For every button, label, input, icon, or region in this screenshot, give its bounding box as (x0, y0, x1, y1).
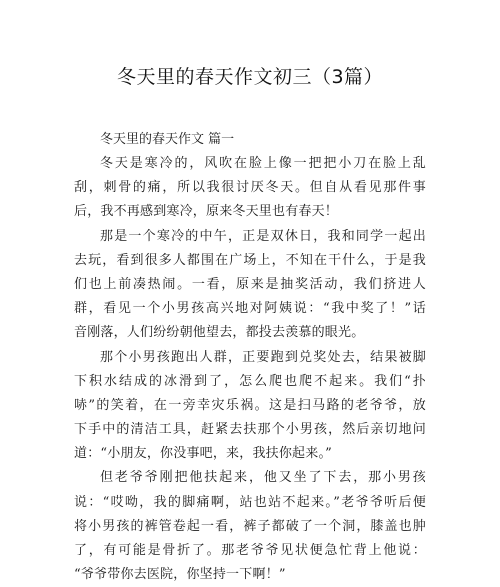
text-line: 将小男孩的裤管卷起一看，裤子都破了一个洞，膝盖也肿 (74, 518, 426, 534)
text-line: 了，有可能是骨折了。那老爷爷见状便急忙背上他说： (74, 543, 426, 558)
text-line: 下积水结成的冰滑到了，怎么爬也爬不起来。我们“扑 (74, 373, 426, 389)
text-line: 但老爷爷刚把他扶起来，他又坐了下去，那小男孩 (100, 470, 426, 486)
text-line: 群，看见一个小男孩高兴地对阿姨说：“我中奖了！”话 (74, 301, 426, 317)
document-body (74, 128, 426, 587)
section-heading: 冬天里的春天作文 篇一 (100, 132, 235, 147)
paragraph-lines (74, 152, 426, 587)
text-line: 们也上前凑热闹。一看，原来是抽奖活动，我们挤进人 (74, 276, 426, 292)
text-line: 哧”的笑着，在一旁幸灾乐祸。这是扫马路的老爷爷，放 (74, 397, 426, 413)
text-line: 下手中的清洁工具，赶紧去扶那个小男孩，然后亲切地问 (74, 422, 426, 438)
text-line: “爷爷带你去医院，你坚持一下啊！” (74, 567, 286, 583)
text-line: 那是一个寒冷的中午，正是双休日，我和同学一起出 (100, 228, 426, 244)
text-line: 说：“哎呦，我的脚痛啊，站也站不起来。”老爷爷听后便 (74, 494, 426, 510)
document-title: 冬天里的春天作文初三（3篇） (116, 66, 384, 88)
text-line: 刮，刺骨的痛，所以我很讨厌冬天。但自从看见那件事 (74, 180, 426, 196)
text-line: 音刚落，人们纷纷朝他望去，都投去羡慕的眼光。 (74, 325, 365, 341)
text-line: 道：“小朋友，你没事吧，来，我扶你起来。” (74, 446, 332, 462)
text-line: 后，我不再感到寒冷，原来冬天里也有春天！ (74, 204, 339, 220)
text-line: 去玩，看到很多人都围在广场上，不知在干什么，于是我 (74, 252, 426, 268)
text-line: 冬天是寒冷的，风吹在脸上像一把把小刀在脸上乱 (100, 156, 426, 171)
text-line: 那个小男孩跑出人群，正要跑到兑奖处去，结果被脚 (100, 349, 426, 365)
